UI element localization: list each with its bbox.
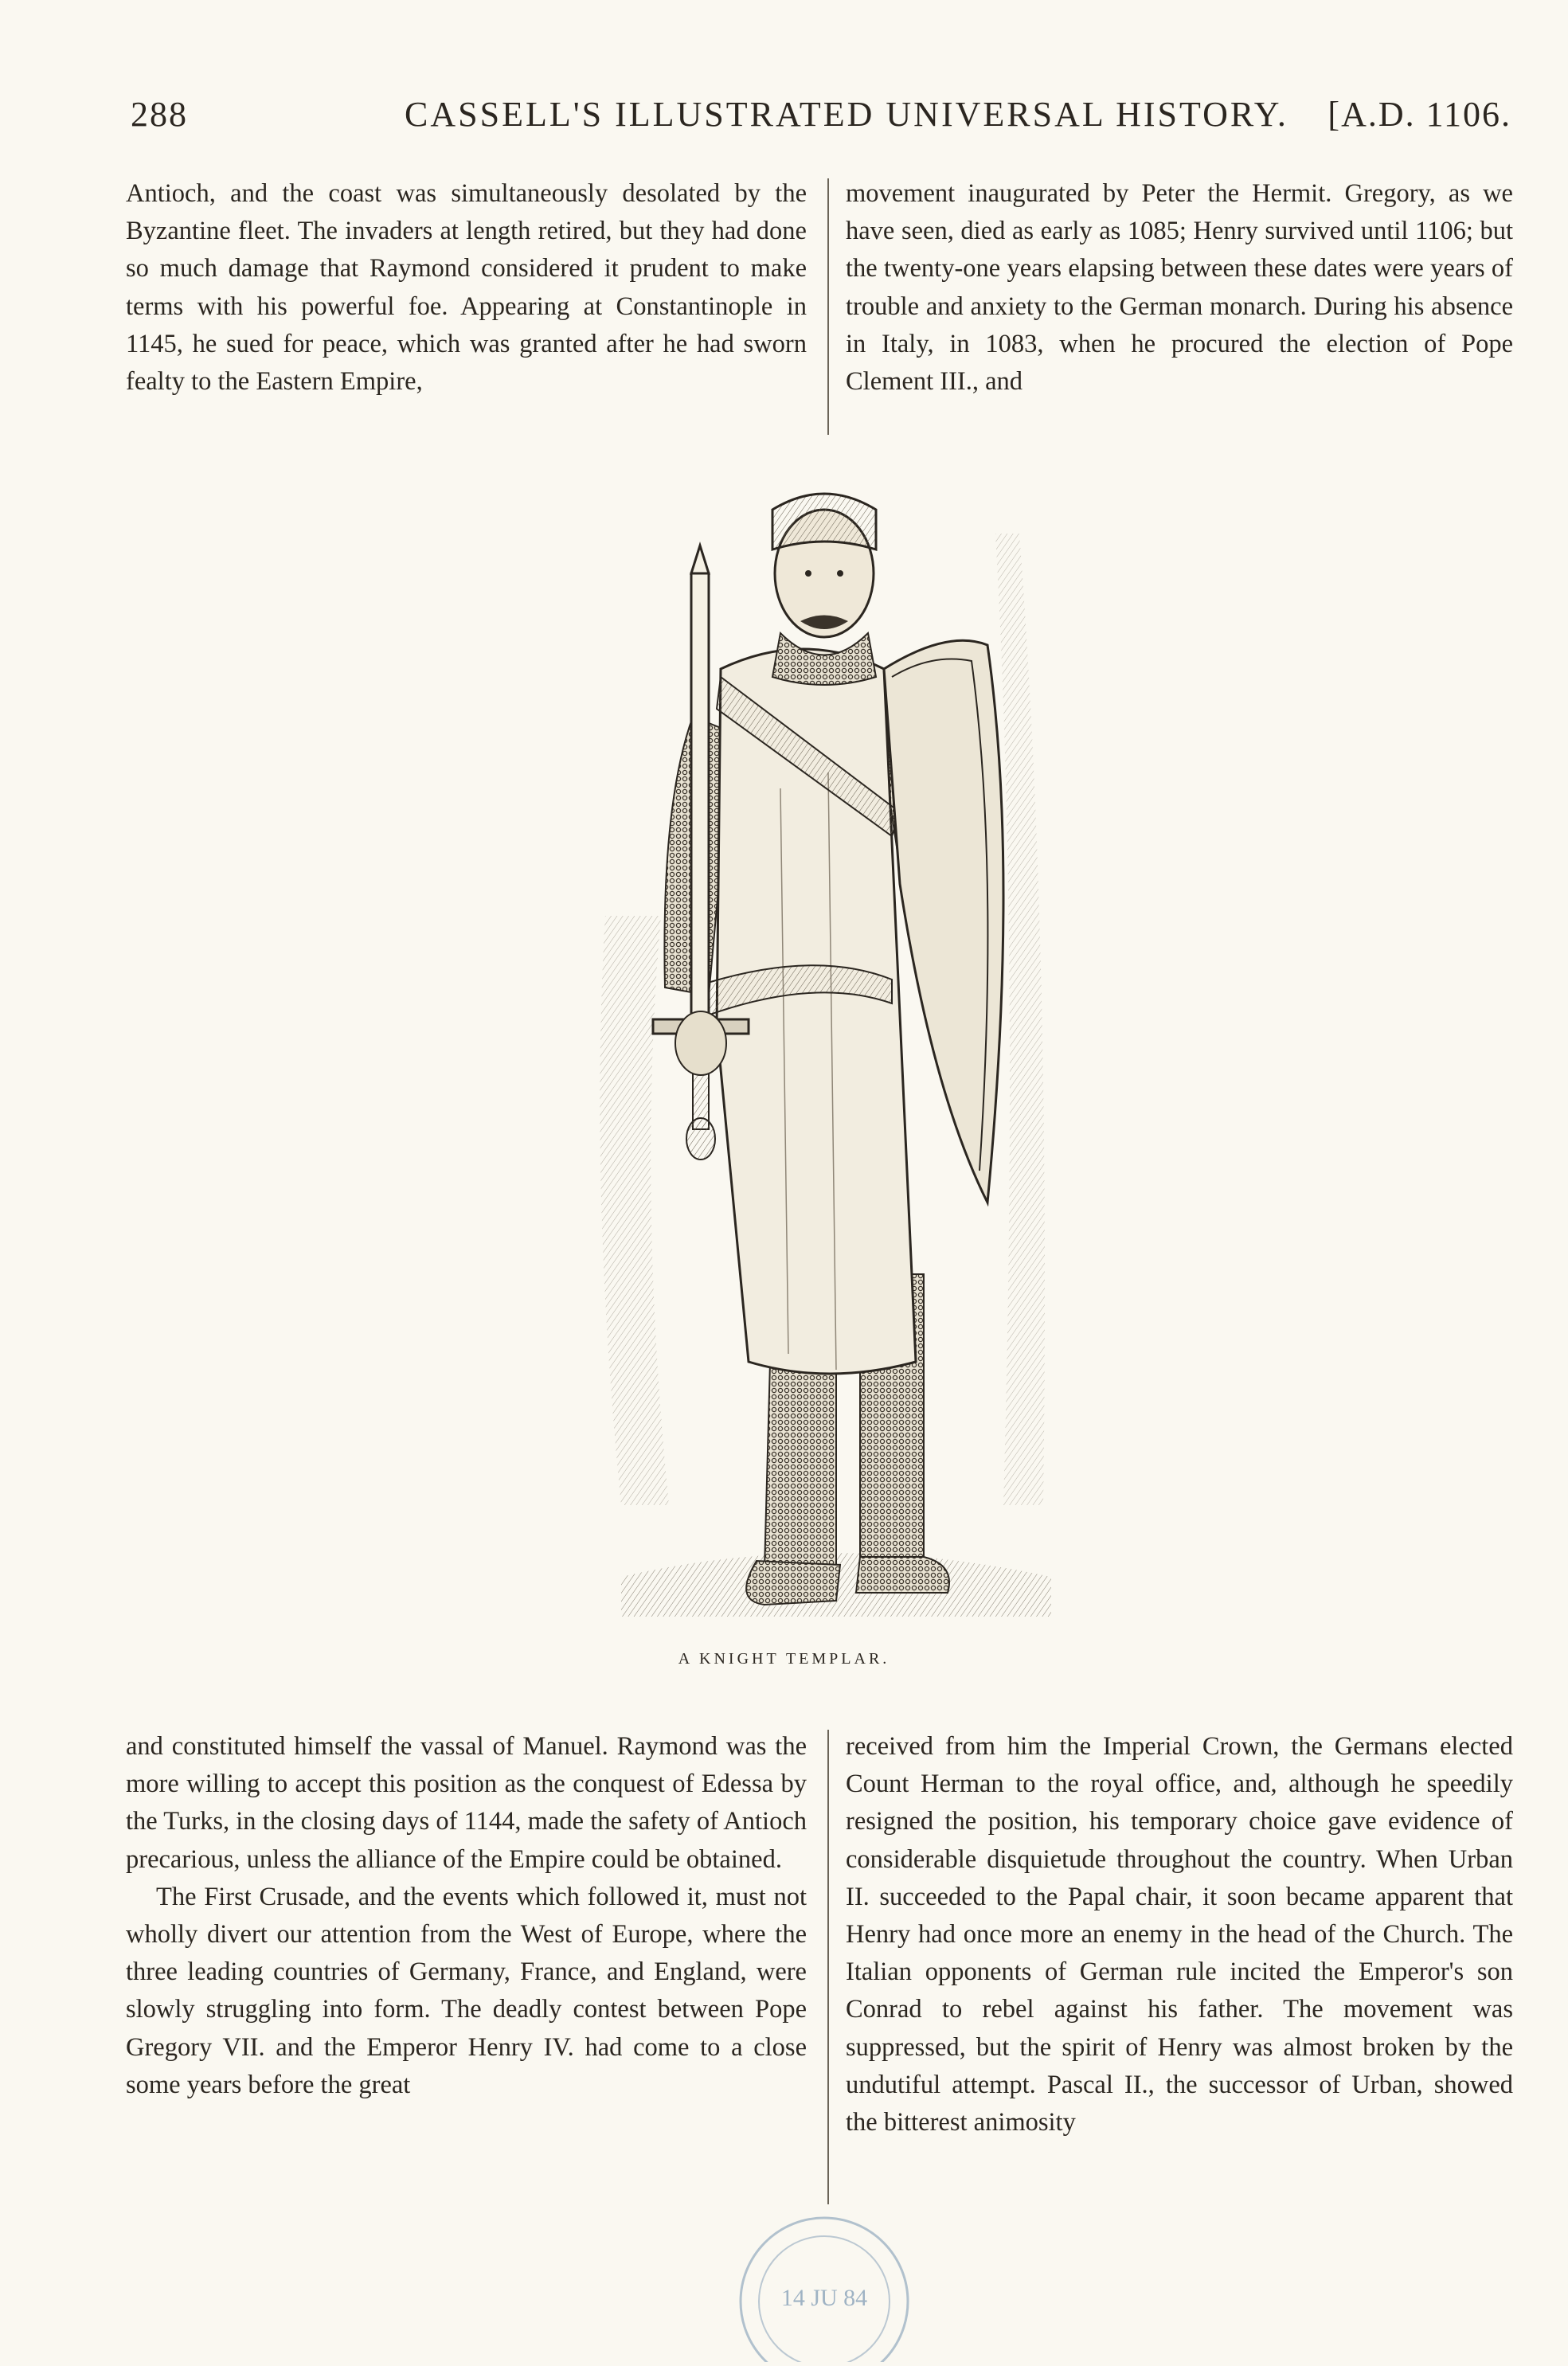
top-left-column: [126, 175, 807, 401]
running-title: CASSELL'S ILLUSTRATED UNIVERSAL HISTORY.: [405, 95, 1288, 134]
bottom-right-column: [846, 1728, 1513, 2141]
stamp-date: 14 JU 84: [780, 2285, 868, 2311]
top-right-column: [846, 175, 1513, 401]
paragraph: movement inaugurated by Peter the Hermit. Gregory, as we have seen, died as early as 1085; Henry survived until 1106; but the twenty-one years elapsing between these dates were years of trouble and anxiety to the German monarch. During his absence in Italy, in 1083, when he procured the election of Pope Clement III., and: [846, 179, 1513, 397]
column-divider-bottom: [827, 1730, 829, 2204]
figure-caption: A KNIGHT TEMPLAR.: [678, 1650, 890, 1668]
column-divider-top: [827, 178, 829, 435]
page-number: 288: [131, 95, 188, 134]
paragraph: Antioch, and the coast was simultaneously desolated by the Byzantine fleet. The invaders at length retired, but they had done so much damage that Raymond considered it prudent to make terms with his powerful foe. Appearing at Constantinople in 1145, he sued for peace, which was granted after he had sworn fealty to the Eastern Empire,: [126, 179, 807, 397]
paragraph: received from him the Imperial Crown, the Germans elected Count Herman to the royal office, and, although he speedily resigned the position, his temporary choice gave evidence of considerable disquietude throughout the country. When Urban II. succeeded to the Papal chair, it soon became apparent that Henry had once more an enemy in the head of the Church. The Italian opponents of German rule incited the Emperor's son Conrad to rebel against his father. The movement was suppressed, but the spirit of Henry was almost broken by the undutiful attempt. Pascal II., the successor of Urban, showed the bitterest animosity: [846, 1732, 1513, 2137]
library-stamp: [733, 2206, 916, 2362]
bottom-left-column: [126, 1728, 807, 2104]
paragraph: The First Crusade, and the events which followed it, must not wholly divert our attention from the West of Europe, where the three leading countries of Germany, France, and England, were slowly struggling into form. The deadly contest between Pope Gregory VII. and the Emperor Henry IV. had come to a close some years before the great: [126, 1882, 807, 2099]
knight-templar-illustration: [573, 470, 1083, 1633]
header-date: [A.D. 1106.: [1328, 95, 1511, 134]
paragraph: and constituted himself the vassal of Manuel. Raymond was the more willing to accept this position as the conquest of Edessa by the Turks, in the closing days of 1144, made the safety of Antioch precarious, unless the alliance of the Empire could be obtained.: [126, 1732, 807, 1874]
running-header: [126, 94, 1511, 142]
